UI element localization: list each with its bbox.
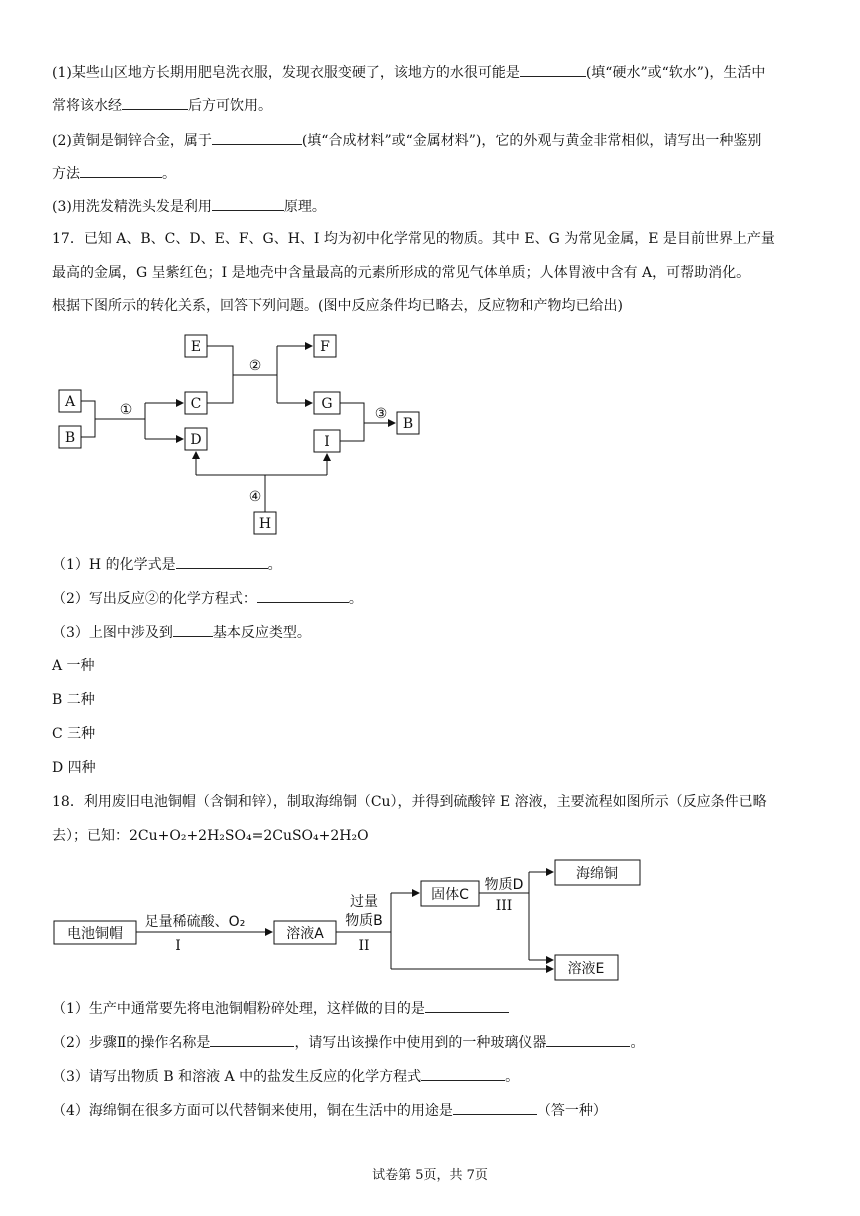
label-material-d: 物质D	[484, 877, 524, 893]
label-h: H	[258, 516, 272, 532]
label-roman-3: III	[495, 898, 513, 914]
label-roman-1: I	[175, 938, 181, 954]
box-solution-e	[555, 955, 618, 980]
box-b	[59, 426, 81, 448]
answer-blank[interactable]	[453, 1100, 537, 1115]
label-step-1: 足量稀硫酸、O₂	[144, 914, 246, 930]
answer-blank[interactable]	[212, 196, 284, 211]
q17-stem-2: 最高的金属，G 呈紫红色；I 是地壳中含量最高的元素所形成的常见气体单质；人体胃液中含有 A，可帮助消化。	[52, 265, 751, 281]
reaction-3: ③	[374, 406, 388, 422]
box-d	[185, 428, 207, 450]
box-i	[314, 430, 340, 452]
box-h	[254, 512, 276, 534]
q17-stem-1: 17．已知 A、B、C、D、E、F、G、H、I 均为初中化学常见的物质。其中 E、G 为常见金属，E 是目前世界上产量	[52, 231, 775, 247]
q18-sub-4: （4）海绵铜在很多方面可以代替铜来使用，铜在生活中的用途是 （答一种）	[52, 1100, 607, 1121]
page-footer: 试卷第 5页，共 7页	[372, 1168, 488, 1183]
box-f	[314, 335, 336, 357]
box-battery-cap	[54, 921, 136, 944]
label-sponge-copper: 海绵铜	[576, 866, 618, 882]
answer-blank[interactable]	[212, 130, 302, 145]
q16-line-3: (2)黄铜是铜锌合金，属于 (填“合成材料”或“金属材料”)，它的外观与黄金非常相似，请写出一种鉴别	[52, 130, 761, 151]
q16-line-1: (1)某些山区地方长期用肥皂洗衣服，发现衣服变硬了，该地方的水很可能是 (填“硬水”或“软水”)，生活中	[52, 62, 765, 83]
answer-blank[interactable]	[421, 1066, 505, 1081]
label-b2: B	[402, 416, 414, 432]
answer-blank[interactable]	[80, 163, 162, 178]
option-c[interactable]: C 三种	[52, 726, 96, 742]
label-roman-2: II	[358, 938, 370, 954]
q17-sub-1: （1）H 的化学式是 。	[52, 554, 282, 575]
box-g	[314, 392, 340, 414]
label-solution-a: 溶液A	[286, 926, 324, 942]
q18-stem-2: 去）；已知：2Cu+O₂+2H₂SO₄=2CuSO₄+2H₂O	[52, 828, 369, 844]
box-a	[59, 390, 81, 412]
q18-sub-2: （2）步骤Ⅱ的操作名称是 ，请写出该操作中使用到的一种玻璃仪器 。	[52, 1032, 644, 1053]
q17-stem-3: 根据下图所示的转化关系，回答下列问题。(图中反应条件均已略去，反应物和产物均已给出)	[52, 298, 623, 314]
q17-sub-3: （3）上图中涉及到 基本反应类型。	[52, 622, 311, 643]
reaction-1: ①	[119, 402, 133, 418]
box-solid-c	[421, 881, 479, 906]
label-battery-cap: 电池铜帽	[67, 926, 123, 942]
q18-sub-3: （3）请写出物质 B 和溶液 A 中的盐发生反应的化学方程式 。	[52, 1066, 519, 1087]
label-a: A	[64, 394, 76, 410]
q18-stem-1: 18．利用废旧电池铜帽（含铜和锌），制取海绵铜（Cu），并得到硫酸锌 E 溶液，主要流程如图所示（反应条件已略	[52, 794, 767, 810]
label-b: B	[64, 430, 76, 446]
box-solution-a	[274, 921, 336, 944]
q17-sub-2: （2）写出反应②的化学方程式： 。	[52, 588, 363, 609]
answer-blank[interactable]	[425, 998, 509, 1013]
label-g: G	[321, 396, 333, 412]
label-f: F	[320, 339, 330, 355]
answer-blank[interactable]	[173, 622, 213, 637]
reaction-2: ②	[248, 358, 262, 374]
label-i: I	[324, 434, 330, 450]
q16-line-2: 常将该水经 后方可饮用。	[52, 95, 272, 116]
answer-blank[interactable]	[210, 1032, 294, 1047]
label-c: C	[190, 396, 202, 412]
label-e: E	[190, 339, 202, 355]
q16-line-5: (3)用洗发精洗头发是利用 原理。	[52, 196, 326, 217]
answer-blank[interactable]	[257, 588, 349, 603]
q18-sub-1: （1）生产中通常要先将电池铜帽粉碎处理，这样做的目的是	[52, 998, 509, 1019]
box-c	[185, 392, 207, 414]
answer-blank[interactable]	[520, 62, 586, 77]
option-a[interactable]: A 一种	[52, 658, 95, 674]
box-e	[185, 335, 207, 357]
option-d[interactable]: D 四种	[52, 760, 96, 776]
label-solid-c: 固体C	[431, 887, 469, 903]
label-excess: 过量	[350, 894, 378, 910]
option-b[interactable]: B 二种	[52, 692, 95, 708]
answer-blank[interactable]	[176, 554, 268, 569]
reaction-4: ④	[248, 489, 262, 505]
answer-blank[interactable]	[122, 95, 188, 110]
box-b2	[397, 412, 419, 434]
answer-blank[interactable]	[546, 1032, 630, 1047]
label-material-b: 物质B	[345, 913, 383, 929]
label-solution-e: 溶液E	[567, 961, 605, 977]
box-sponge-copper	[555, 860, 640, 885]
label-d: D	[190, 432, 202, 448]
q16-line-4: 方法 。	[52, 163, 176, 184]
